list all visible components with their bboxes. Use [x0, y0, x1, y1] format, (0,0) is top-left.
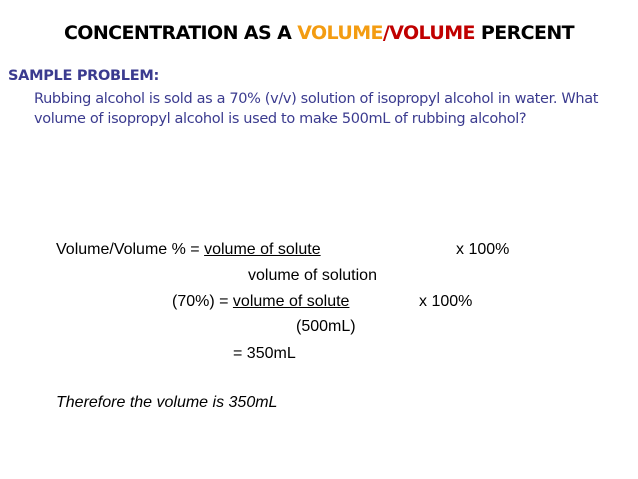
result-line: = 350mL [233, 345, 296, 362]
conclusion-text: Therefore the volume is 350mL [56, 394, 278, 411]
formula-denominator: volume of solution [248, 267, 377, 284]
formula-numerator: volume of solute [204, 241, 321, 258]
substitution-line [172, 293, 349, 311]
sample-problem-text: Rubbing alcohol is sold as a 70% (v/v) solution of isopropyl alcohol in water. What volume of isopropyl alcohol is used to make 500mL of rubbing alcohol? [34, 91, 599, 127]
formula-multiplier: x 100% [456, 241, 510, 258]
title-volume-orange: VOLUME [297, 22, 383, 44]
substitution-numerator: volume of solute [232, 293, 350, 310]
substitution-multiplier: x 100% [419, 293, 473, 310]
formula-line-1 [56, 241, 321, 259]
substitution-prefix: (70%) = [172, 293, 233, 310]
sample-problem-label: SAMPLE PROBLEM: [8, 68, 159, 84]
title-volume-red: VOLUME [389, 22, 475, 44]
slide-title [0, 22, 638, 44]
title-part-4: PERCENT [474, 22, 575, 44]
formula-prefix: Volume/Volume % = [56, 241, 205, 258]
title-part-1: CONCENTRATION AS A [63, 22, 298, 44]
title-slash: / [382, 22, 390, 44]
substitution-denominator: (500mL) [296, 318, 356, 335]
